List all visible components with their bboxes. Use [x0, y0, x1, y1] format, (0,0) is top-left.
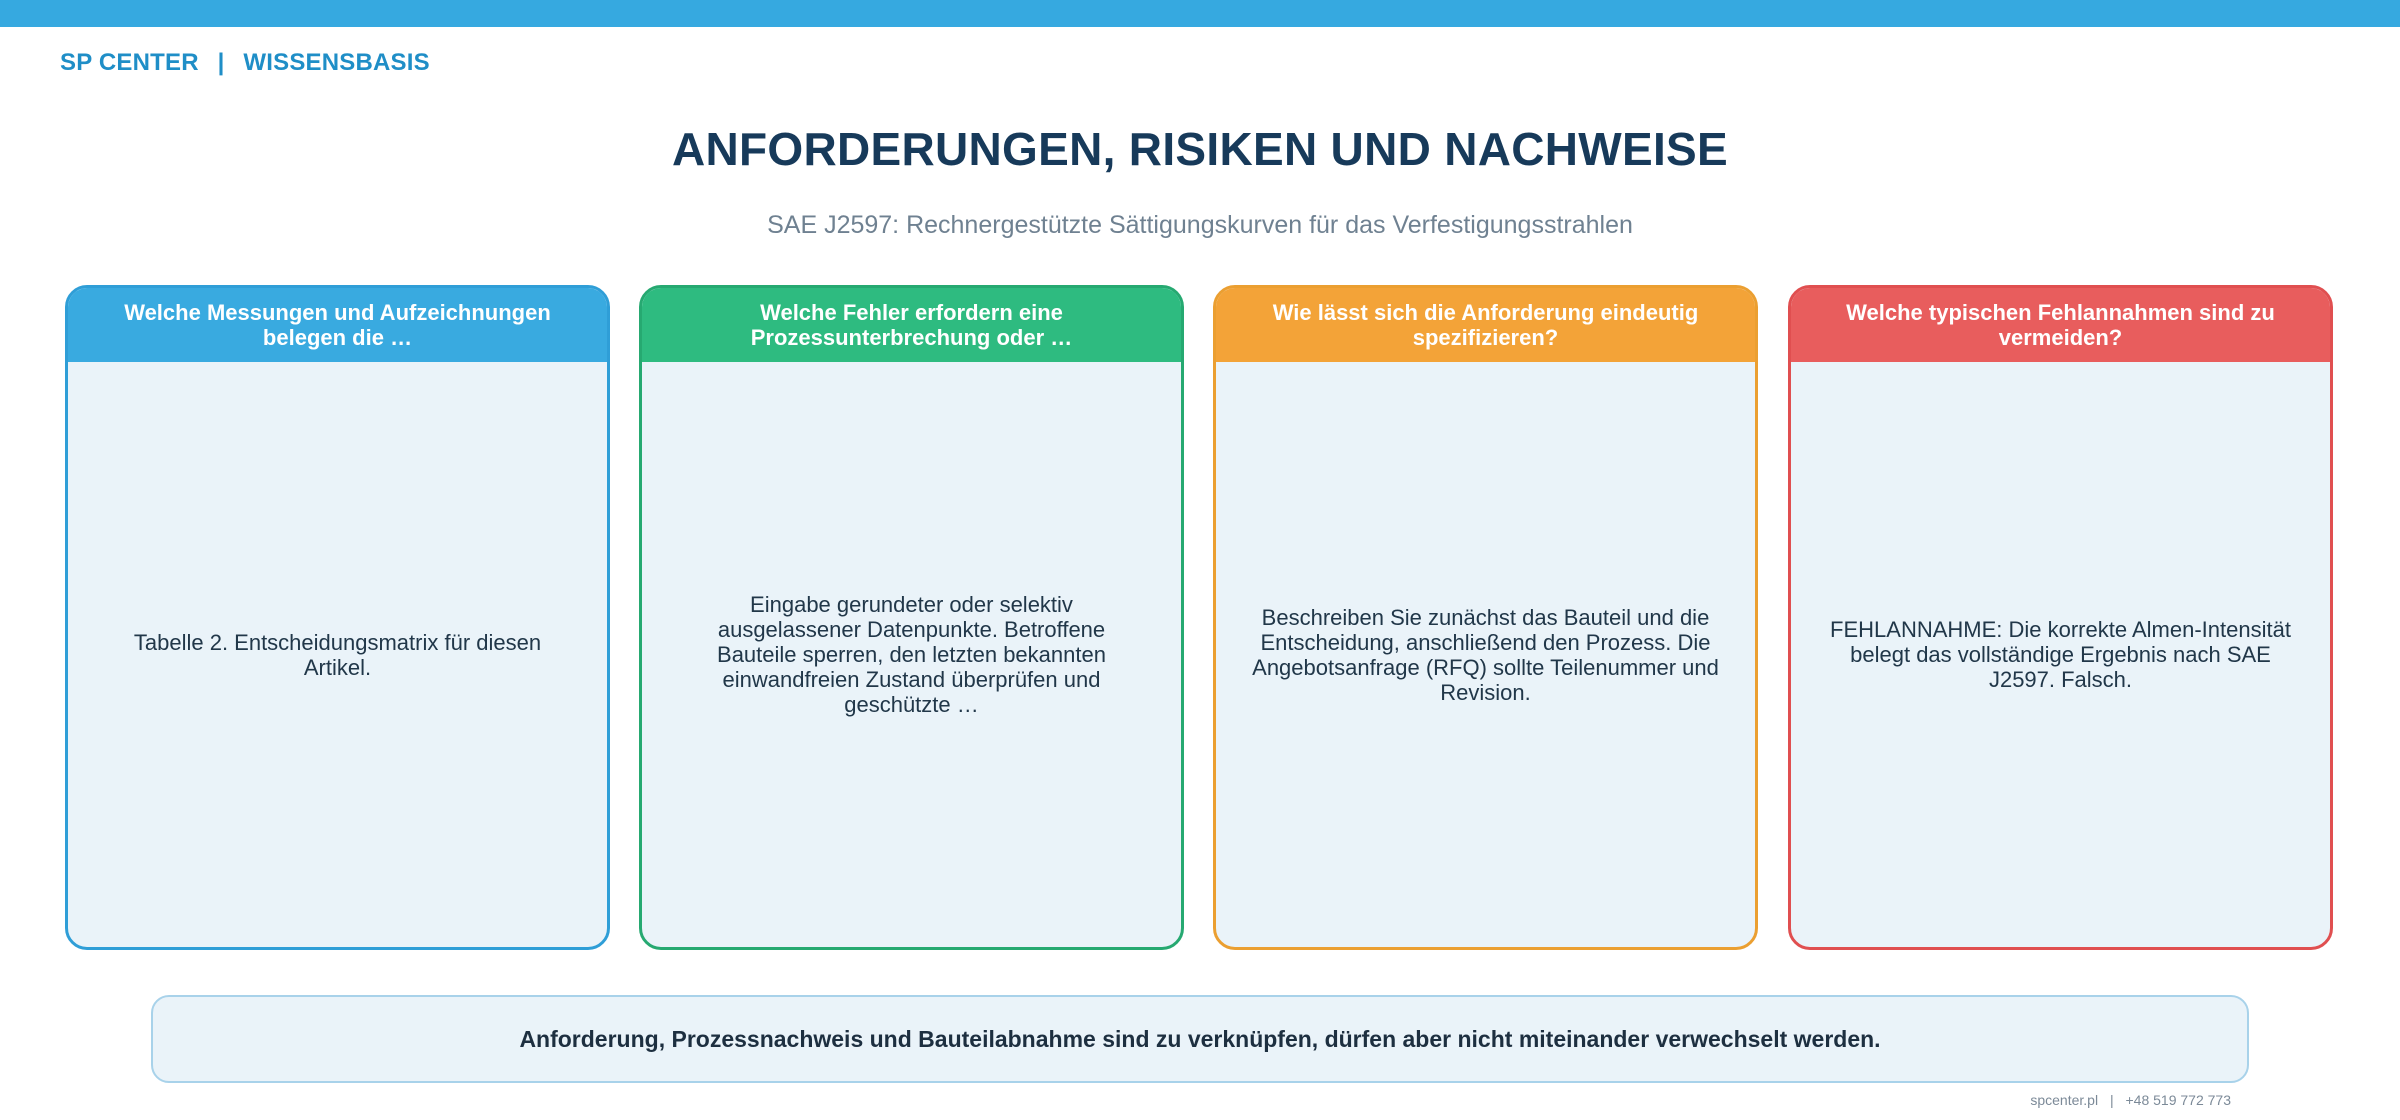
card-text: Eingabe gerundeter oder selektiv ausgelassener Datenpunkte. Betroffene Bauteile sperren, den letzten bekannten einwandfreien Zustand überprüfen und geschützte …: [717, 592, 1106, 717]
card-text: FEHLANNAHME: Die korrekte Almen-Intensität belegt das vollständige Ergebnis nach SAE J2597. Falsch.: [1830, 617, 2291, 692]
card-process-interruption: [639, 285, 1184, 950]
card-body: [1791, 362, 2330, 947]
card-title: Welche Messungen und Aufzeichnungen belegen die …: [124, 300, 551, 350]
card-measurements-records: [65, 285, 610, 950]
summary-text: Anforderung, Prozessnachweis und Bauteilabnahme sind zu verknüpfen, dürfen aber nicht miteinander verwechselt werden.: [519, 1025, 1881, 1052]
card-title: Welche Fehler erfordern eine Prozessunterbrechung oder …: [750, 300, 1073, 350]
footer-separator: |: [2109, 1092, 2114, 1108]
top-accent-bar: [0, 0, 2400, 27]
card-body: [1216, 362, 1755, 947]
card-specification: [1213, 285, 1758, 950]
page-title: ANFORDERUNGEN, RISIKEN UND NACHWEISE: [671, 123, 1729, 175]
card-body: [68, 362, 607, 947]
footer-website: spcenter.pl: [2030, 1092, 2099, 1108]
card-text: Beschreiben Sie zunächst das Bauteil und die Entscheidung, anschließend den Prozess. Die Angebotsanfrage (RFQ) sollte Teilenummer und Revision.: [1252, 604, 1719, 705]
summary-banner: [151, 995, 2249, 1083]
footer-phone: +48 519 772 773: [2125, 1092, 2231, 1108]
page-subtitle: SAE J2597: Rechnergestützte Sättigungskurven für das Verfestigungsstrahlen: [767, 211, 1633, 239]
card-title: Wie lässt sich die Anforderung eindeutig spezifizieren?: [1272, 300, 1699, 350]
brand-separator: |: [217, 49, 225, 76]
brand-section: WISSENSBASIS: [243, 49, 430, 76]
card-misconceptions: [1788, 285, 2333, 950]
card-text: Tabelle 2. Entscheidungsmatrix für diesen Artikel.: [133, 629, 542, 680]
card-body: [642, 362, 1181, 947]
brand-header: [60, 49, 430, 77]
card-header: [1216, 288, 1755, 362]
footer-contact: [2030, 1092, 2231, 1108]
card-header: [68, 288, 607, 362]
card-header: [642, 288, 1181, 362]
card-header: [1791, 288, 2330, 362]
card-title: Welche typischen Fehlannahmen sind zu vermeiden?: [1846, 300, 2275, 350]
brand-name: SP CENTER: [60, 49, 199, 76]
